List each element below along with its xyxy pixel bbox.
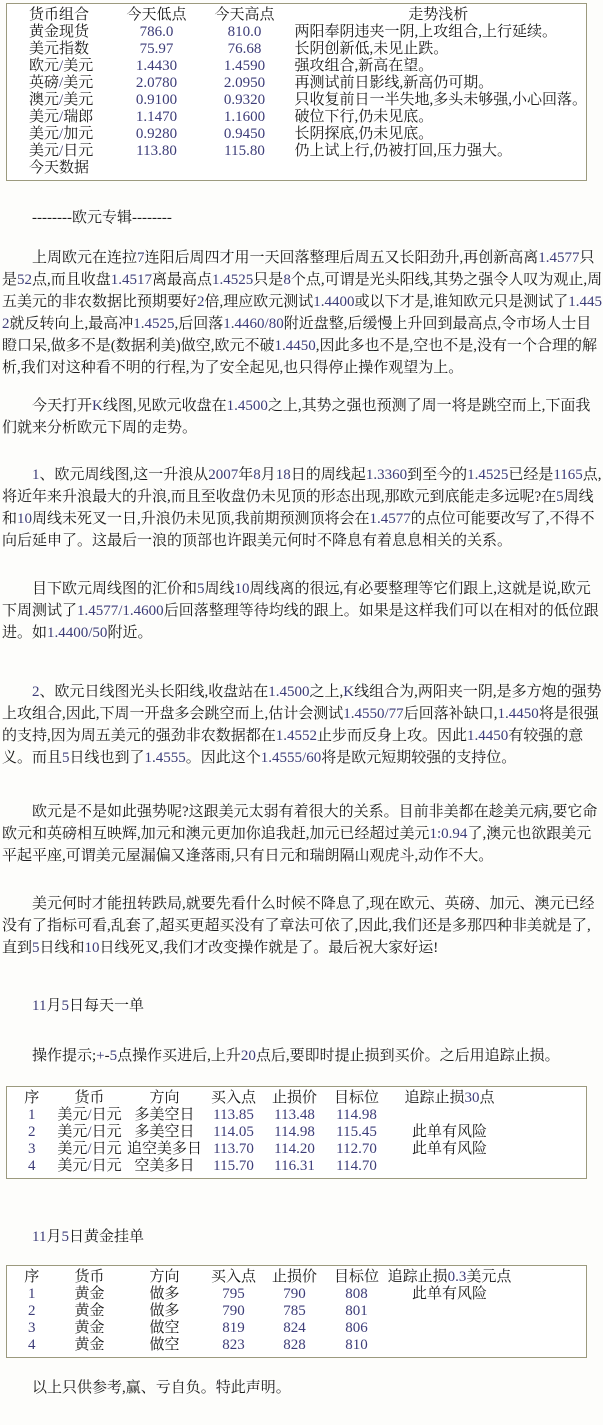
header-seq: 序 <box>24 1090 40 1106</box>
cell-high: 0.9450 <box>223 126 266 142</box>
cell-direction: 多美空日 <box>134 1124 195 1140</box>
cell-direction: 多美空日 <box>134 1107 195 1123</box>
table-footer-row <box>7 160 587 181</box>
paragraph-weekly-averages: 目下欧元周线图的汇价和5周线10周线离的很远,有必要整理等它们跟上,这就是说,欧元下周测试了1.4577/1.4600后回落整理等待均线的跟上。如果是这样我们可以在相对的低位跟进。如1.4400/50附近。 <box>2 581 599 641</box>
table-row <box>7 75 587 92</box>
cell-high: 115.80 <box>224 143 265 159</box>
cell-risk-note: 此单有风险 <box>411 1286 487 1302</box>
header-stop: 止损价 <box>271 1090 317 1106</box>
cell-target: 114.70 <box>336 1158 377 1174</box>
cell-pair: 美元指数 <box>29 41 90 57</box>
header-currency-pair: 货币组合 <box>29 7 90 23</box>
paragraph-last-week-review: 上周欧元在连拉7连阳后周四才用一天回落整理后周五又长阳劲升,再创新高离1.4577只是52点,而且收盘1.4517离最高点1.4525只是8个点,可谓是光头阳线,其势之强令人叹为观止,周五美元的非农数据比预期要好2倍,理应欧元测试1.4400或以下才是,谁知欧元只是测试了1.4452就反转向上,最高冲1.4525,后回落1.4460/80附近盘整,后缓慢上升回到最高点,令市场人士目瞪口呆,做多不是(数据利美)做空,欧元不破1.4450,因此多也不是,空也不是,没有一个合理的解析,我们对这种看不明的行程,为了安全起见,也只得停止操作观望为上。 <box>2 250 603 376</box>
table-row <box>7 24 587 41</box>
gold-order-title: 11月5日黄金挂单 <box>32 1229 144 1245</box>
daily-orders-table <box>6 1086 587 1179</box>
cell-spacer <box>515 1158 587 1179</box>
cell-high: 810.0 <box>227 24 262 40</box>
cell-high: 1.1600 <box>223 109 266 125</box>
cell-direction: 做空 <box>149 1337 180 1353</box>
table-header-row <box>7 4 587 25</box>
cell-pair: 美元/加元 <box>29 126 94 142</box>
header-today-high: 今天高点 <box>214 7 275 23</box>
header-target: 目标位 <box>333 1090 379 1106</box>
header-target: 目标位 <box>333 1269 379 1285</box>
cell-analysis: 仍上试上行,仍被打回,压力强大。 <box>294 143 513 159</box>
cell-seq: 3 <box>28 1320 36 1336</box>
table-row <box>7 41 587 58</box>
cell-analysis: 只收复前日一半失地,多头未够强,小心回落。 <box>294 92 588 108</box>
cell-analysis: 长阴创新低,未见止跌。 <box>294 41 449 57</box>
cell-entry: 114.05 <box>213 1124 254 1140</box>
header-entry: 买入点 <box>210 1269 256 1285</box>
cell-currency: 黄金 <box>74 1286 105 1302</box>
cell-risk-note <box>385 1337 515 1358</box>
daily-order-title: 11月5日每天一单 <box>32 998 144 1014</box>
cell-stop: 790 <box>283 1286 306 1302</box>
header-currency: 货币 <box>74 1269 105 1285</box>
cell-analysis: 长阴探底,仍未见底。 <box>294 126 434 142</box>
today-data-label: 今天数据 <box>29 160 90 176</box>
cell-entry: 823 <box>222 1337 245 1353</box>
cell-low: 113.80 <box>136 143 177 159</box>
cell-seq: 1 <box>28 1286 36 1302</box>
paragraph-weekly-chart: 1、欧元周线图,这一升浪从2007年8月18日的周线起1.3360到至今的1.4525已经是1165点,将近年来升浪最大的升浪,而且至收盘仍未见顶的形态出现,那欧元到底能走多远呢?在5周线和10周线未死叉一日,升浪仍未见顶,我前期预测顶将会在1.4577的点位可能要改写了,不得不向后延申了。这最后一浪的顶部也许跟美元何时不降息有着息息相关的关系。 <box>2 467 602 549</box>
paragraph-dollar-weakness: 欧元是不是如此强势呢?这跟美元太弱有着很大的关系。目前非美都在趁美元病,要它命欧元和英磅相互映辉,加元和澳元更加你追我赶,加元已经超过美元1:0.94了,澳元也欲跟美元平起平座,可谓美元屋漏偏又逢落雨,只有日元和瑞朗隔山观虎斗,动作不大。 <box>2 804 598 864</box>
cell-direction: 做空 <box>149 1320 180 1336</box>
table-row <box>7 1286 587 1303</box>
header-direction: 方向 <box>149 1269 180 1285</box>
cell-stop: 116.31 <box>274 1158 315 1174</box>
table-row <box>7 1124 587 1141</box>
cell-stop: 785 <box>283 1303 306 1319</box>
cell-low: 0.9280 <box>135 126 178 142</box>
header-stop: 止损价 <box>271 1269 317 1285</box>
cell-direction: 追空美多日 <box>126 1141 202 1157</box>
cell-stop: 828 <box>283 1337 306 1353</box>
cell-seq: 1 <box>28 1107 36 1123</box>
header-direction: 方向 <box>149 1090 180 1106</box>
header-trailing: 追踪止损0.3美元点 <box>387 1269 512 1285</box>
cell-stop: 824 <box>283 1320 306 1336</box>
cell-stop: 113.48 <box>274 1107 315 1123</box>
paragraph-kline-today: 今天打开K线图,见欧元收盘在1.4500之上,其势之强也预测了周一将是跳空而上,下面我们就来分析欧元下周的走势。 <box>2 398 591 436</box>
cell-risk-note <box>385 1158 515 1179</box>
cell-high: 0.9320 <box>223 92 266 108</box>
header-today-low: 今天低点 <box>126 7 187 23</box>
cell-currency: 黄金 <box>74 1303 105 1319</box>
cell-seq: 2 <box>28 1124 36 1140</box>
cell-target: 806 <box>345 1320 368 1336</box>
cell-risk-note: 此单有风险 <box>411 1141 487 1157</box>
section-title-euro-special: --------欧元专辑-------- <box>32 210 172 226</box>
cell-high: 76.68 <box>227 41 262 57</box>
cell-high: 1.4590 <box>223 58 266 74</box>
table-row <box>7 1107 587 1124</box>
header-trend-analysis: 走势浅析 <box>408 7 469 23</box>
table-row <box>7 126 587 143</box>
cell-analysis: 强攻组合,新高在望。 <box>294 58 434 74</box>
market-summary-table <box>6 3 587 181</box>
cell-entry: 115.70 <box>213 1158 254 1174</box>
cell-pair: 黄金现货 <box>29 24 90 40</box>
cell-currency: 美元/日元 <box>57 1158 122 1174</box>
cell-target: 112.70 <box>336 1141 377 1157</box>
cell-pair: 美元/日元 <box>29 143 94 159</box>
table-header-row <box>7 1087 587 1108</box>
cell-low: 1.1470 <box>135 109 178 125</box>
cell-risk-note: 此单有风险 <box>411 1124 487 1140</box>
table-row <box>7 92 587 109</box>
cell-seq: 4 <box>28 1337 36 1353</box>
cell-pair: 英磅/美元 <box>29 75 94 91</box>
header-currency: 货币 <box>74 1090 105 1106</box>
cell-target: 115.45 <box>336 1124 377 1140</box>
cell-pair: 澳元/美元 <box>29 92 94 108</box>
header-entry: 买入点 <box>210 1090 256 1106</box>
cell-entry: 790 <box>222 1303 245 1319</box>
cell-entry: 113.70 <box>213 1141 254 1157</box>
cell-target: 808 <box>345 1286 368 1302</box>
cell-seq: 4 <box>28 1158 36 1174</box>
cell-risk-note <box>385 1107 515 1124</box>
cell-analysis: 破位下行,仍未见底。 <box>294 109 434 125</box>
header-spacer <box>515 1087 587 1108</box>
cell-low: 2.0780 <box>135 75 178 91</box>
header-trailing: 追踪止损30点 <box>404 1090 495 1106</box>
cell-analysis: 两阳奉阴违夹一阴,上攻组合,上行延续。 <box>294 24 558 40</box>
table-row <box>7 109 587 126</box>
table-row <box>7 1158 587 1179</box>
cell-low: 75.97 <box>139 41 174 57</box>
cell-seq: 2 <box>28 1303 36 1319</box>
paragraph-outlook: 美元何时才能扭转跌局,就要先看什么时候不降息了,现在欧元、英磅、加元、澳元已经没有了指标可看,乱套了,超买更超买没有了章法可依了,因此,我们还是多那四种非美就是了,直到5日线和10日线死叉,我们才改变操作就是了。最后祝大家好运! <box>2 896 595 956</box>
cell-currency: 美元/日元 <box>57 1124 122 1140</box>
table-row <box>7 1141 587 1158</box>
cell-low: 1.4430 <box>135 58 178 74</box>
cell-entry: 113.85 <box>213 1107 254 1123</box>
cell-stop: 114.20 <box>274 1141 315 1157</box>
header-seq: 序 <box>24 1269 40 1285</box>
cell-currency: 黄金 <box>74 1337 105 1353</box>
table-header-row <box>7 1266 587 1287</box>
cell-spacer <box>515 1286 587 1303</box>
cell-direction: 做多 <box>149 1286 180 1302</box>
cell-stop: 114.98 <box>274 1124 315 1140</box>
cell-direction: 做多 <box>149 1303 180 1319</box>
gold-orders-table <box>6 1265 587 1358</box>
cell-spacer <box>515 1303 587 1320</box>
cell-entry: 795 <box>222 1286 245 1302</box>
cell-low: 786.0 <box>139 24 174 40</box>
cell-high: 2.0950 <box>223 75 266 91</box>
cell-low: 0.9100 <box>135 92 178 108</box>
table-row <box>7 58 587 75</box>
table-row <box>7 1320 587 1337</box>
paragraph-daily-chart: 2、欧元日线图光头长阳线,收盘站在1.4500之上,K线组合为,两阳夹一阴,是多方炮的强势上攻组合,因此,下周一开盘多会跳空而上,估计会测试1.4550/77后回落补缺口,1.4450将是很强的支持,因为周五美元的强劲非农数据都在1.4552止步而反身上攻。因此1.4450有较强的意义。而且5日线也到了1.4555。因此这个1.4555/60将是欧元短期较强的支持位。 <box>2 684 602 766</box>
cell-seq: 3 <box>28 1141 36 1157</box>
cell-spacer <box>515 1141 587 1158</box>
header-spacer <box>515 1266 587 1287</box>
cell-currency: 美元/日元 <box>57 1107 122 1123</box>
table-row <box>7 1337 587 1358</box>
cell-risk-note <box>385 1320 515 1337</box>
operation-tip: 操作提示;+-5点操作买进后,上升20点后,要即时提止损到买价。之后用追踪止损。 <box>32 1048 560 1064</box>
cell-target: 114.98 <box>336 1107 377 1123</box>
cell-spacer <box>515 1107 587 1124</box>
cell-spacer <box>515 1124 587 1141</box>
table-row <box>7 143 587 160</box>
cell-spacer <box>515 1337 587 1358</box>
table-row <box>7 1303 587 1320</box>
cell-target: 801 <box>345 1303 368 1319</box>
cell-currency: 黄金 <box>74 1320 105 1336</box>
cell-entry: 819 <box>222 1320 245 1336</box>
cell-pair: 美元/瑞郎 <box>29 109 94 125</box>
cell-direction: 空美多日 <box>134 1158 195 1174</box>
cell-analysis: 再测试前日影线,新高仍可期。 <box>294 75 494 91</box>
cell-pair: 欧元/美元 <box>29 58 94 74</box>
cell-spacer <box>515 1320 587 1337</box>
cell-risk-note <box>385 1303 515 1320</box>
disclaimer: 以上只供参考,赢、亏自负。特此声明。 <box>32 1380 291 1396</box>
cell-target: 810 <box>345 1337 368 1353</box>
cell-currency: 美元/日元 <box>57 1141 122 1157</box>
